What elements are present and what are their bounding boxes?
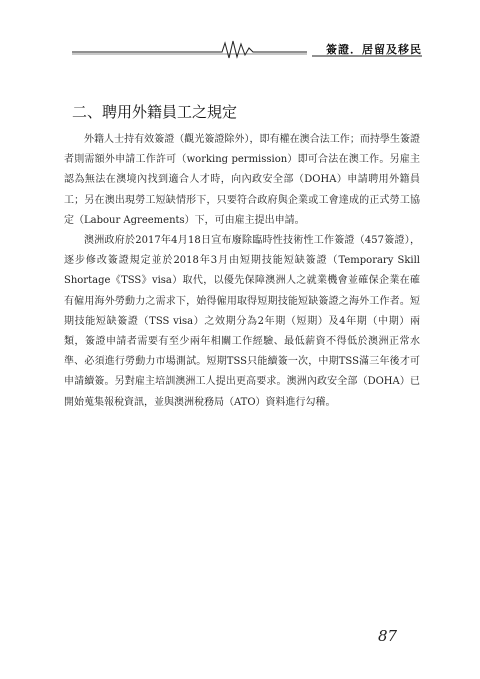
page-number: 87	[378, 627, 398, 645]
header-title: 簽證．居留及移民	[326, 43, 422, 56]
body-text	[64, 130, 420, 413]
section-title: 二、聘用外籍員工之規定	[72, 103, 238, 121]
paragraph-tss-visa: 澳洲政府於2017年4月18日宣布廢除臨時性技術性工作簽證（457簽證），逐步修改簽證規定並於2018年3月由短期技能短缺簽證（Temporary Skill Shortage《TSS》visa）取代，以優先保障澳洲人之就業機會並確保企業在確有僱用海外勞動力之需求下，始得僱用取得短期技能短缺簽證之海外工作者。短期技能短缺簽證（TSS visa）之效期分為2年期（短期）及4年期（中期）兩類，簽證申請者需要有至少兩年相關工作經驗、最低薪資不得低於澳洲正常水準、必須進行勞動力市場測試。短期TSS只能續簽一次，中期TSS滿三年後才可申請續簽。另對雇主培訓澳洲工人提出更高要求。澳洲內政安全部（DOHA）已開始蒐集報稅資訊，並與澳洲稅務局（ATO）資料進行勾稽。	[64, 235, 420, 408]
page-header	[72, 38, 422, 60]
paragraph-foreign-workers: 外籍人士持有效簽證（觀光簽證除外），即有權在澳合法工作；而持學生簽證者則需額外申請工作許可（working permission）即可合法在澳工作。另雇主認為無法在澳境內找到適合人才時，向內政安全部（DOHA）申請聘用外籍員工；另在澳出現勞工短缺情形下，只要符合政府與企業或工會達成的正式勞工協定（Labour Agreements）下，可由雇主提出申請。	[64, 134, 420, 226]
